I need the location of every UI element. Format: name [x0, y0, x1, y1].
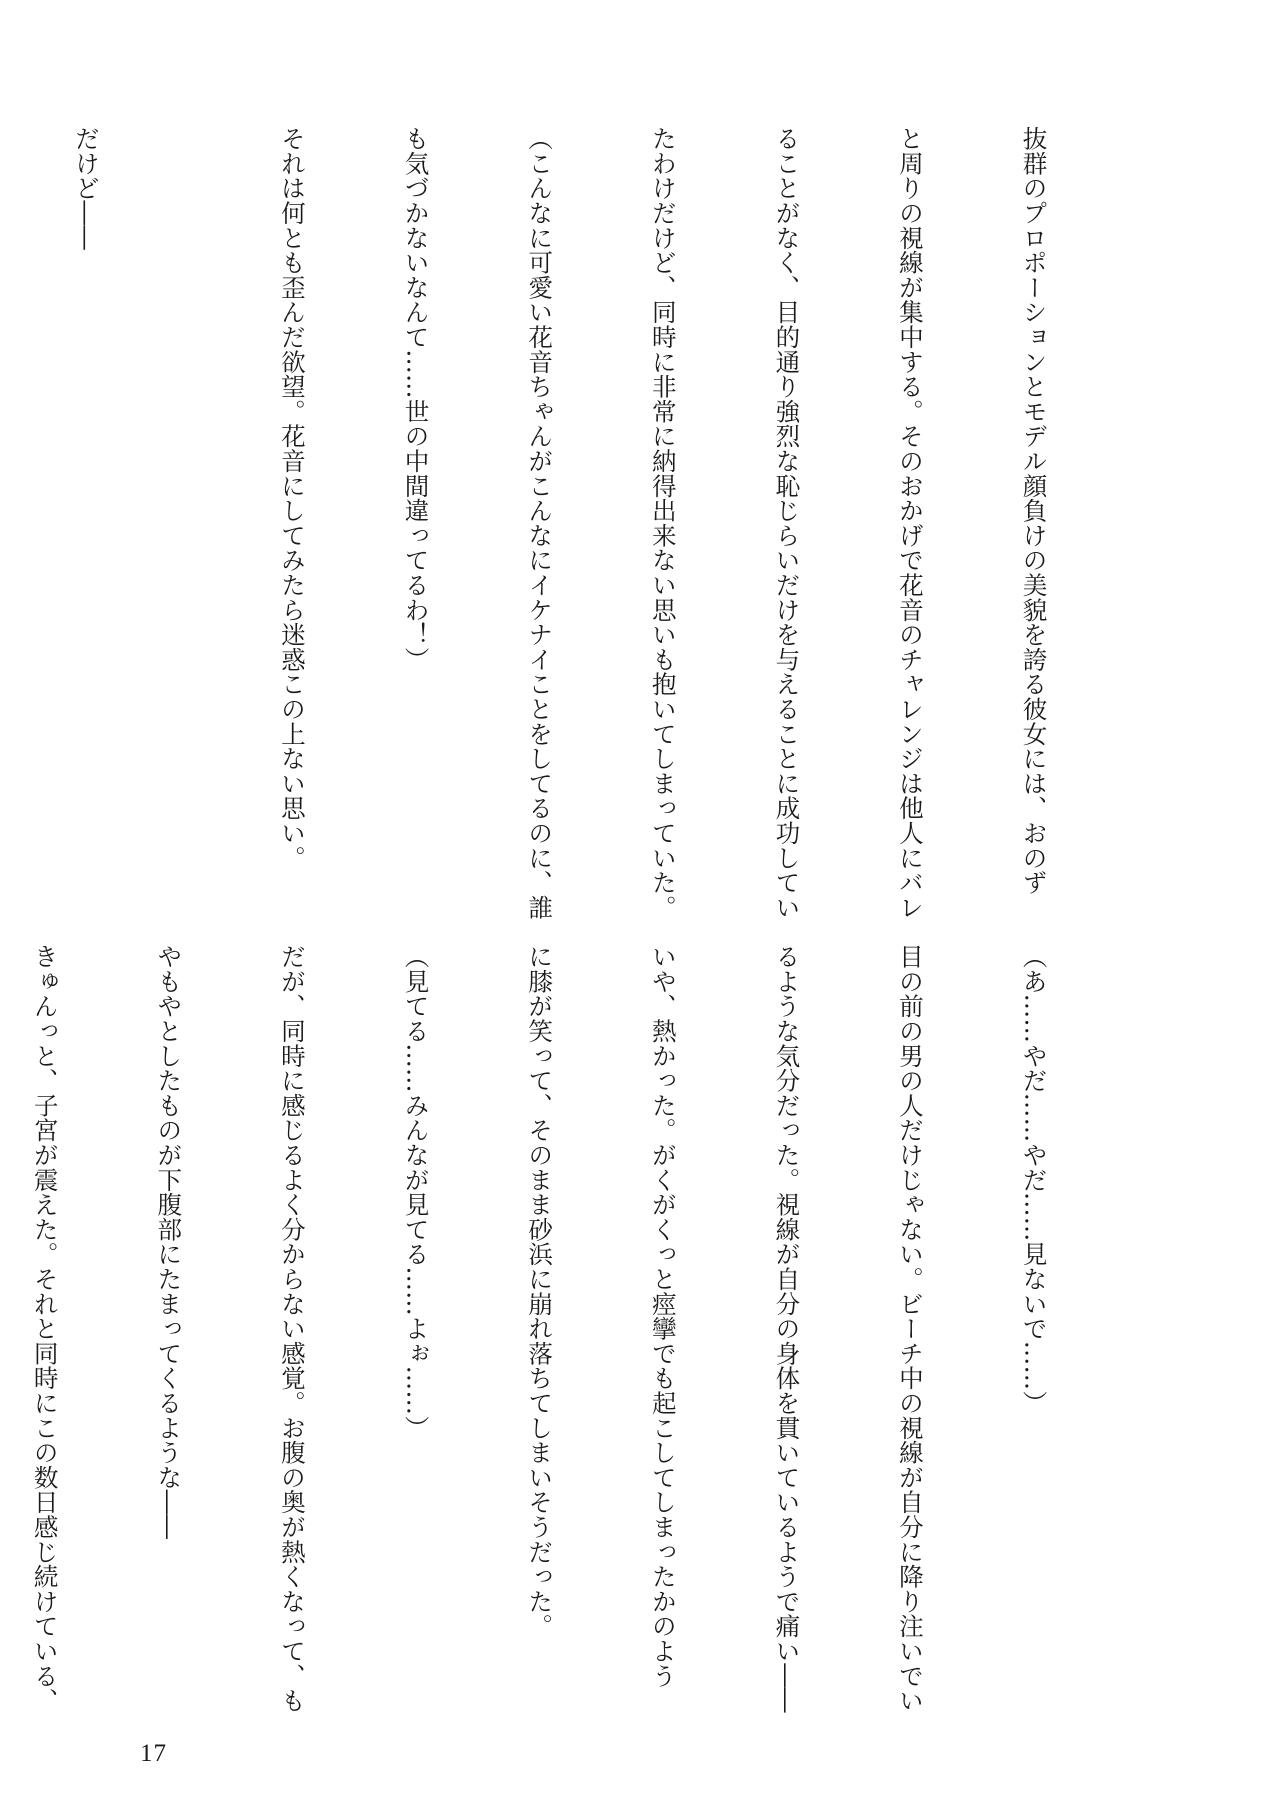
text-line: だけど―― — [71, 126, 101, 250]
text-line: るような気分だった。視線が自分の身体を貫いているようで痛い―― — [772, 944, 802, 1713]
text-line: （見てる……みんなが見てる……よぉ……） — [401, 944, 431, 1440]
text-block-top — [71, 126, 1137, 920]
text-line: と周りの視線が集中する。そのおかげで花音のチャレンジは他人にバレ — [895, 126, 925, 920]
text-line: 抜群のプロポーションとモデル顔負けの美貌を誇る彼女には、おのず — [1019, 126, 1049, 895]
text-line: たわけだけど、同時に非常に納得出来ない思いも抱いてしまっていた。 — [648, 126, 678, 920]
text-line: （あ……やだ……やだ……見ないで……） — [1019, 944, 1049, 1416]
text-line: も気づかないなんて……世の中間違ってるわ！） — [401, 126, 431, 672]
page-number: 17 — [140, 1740, 167, 1767]
text-line: に膝が笑って、そのまま砂浜に崩れ落ちてしまいそうだった。 — [525, 944, 555, 1639]
text-line: だが、同時に感じるよく分からない感覚。お腹の奥が熱くなって、も — [277, 944, 307, 1713]
text-line: やもやとしたものが下腹部にたまってくるような―― — [154, 944, 184, 1540]
text-line: いや、熱かった。がくがくっと痙攣でも起こしてしまったかのよう — [648, 944, 678, 1688]
text-line: （こんなに可愛い花音ちゃんがこんなにイケナイことをしてるのに、誰 — [525, 126, 555, 920]
text-line: ることがなく、目的通り強烈な恥じらいだけを与えることに成功してい — [772, 126, 802, 920]
text-line: それは何とも歪んだ欲望。花音にしてみたら迷惑この上ない思い。 — [277, 126, 307, 870]
text-block-bottom — [30, 944, 1137, 1724]
text-line: 目の前の男の人だけじゃない。ビーチ中の視線が自分に降り注いでい — [895, 944, 925, 1713]
text-line: きゅんっと、子宮が震えた。それと同時にこの数日感じ続けている、 — [30, 944, 60, 1713]
